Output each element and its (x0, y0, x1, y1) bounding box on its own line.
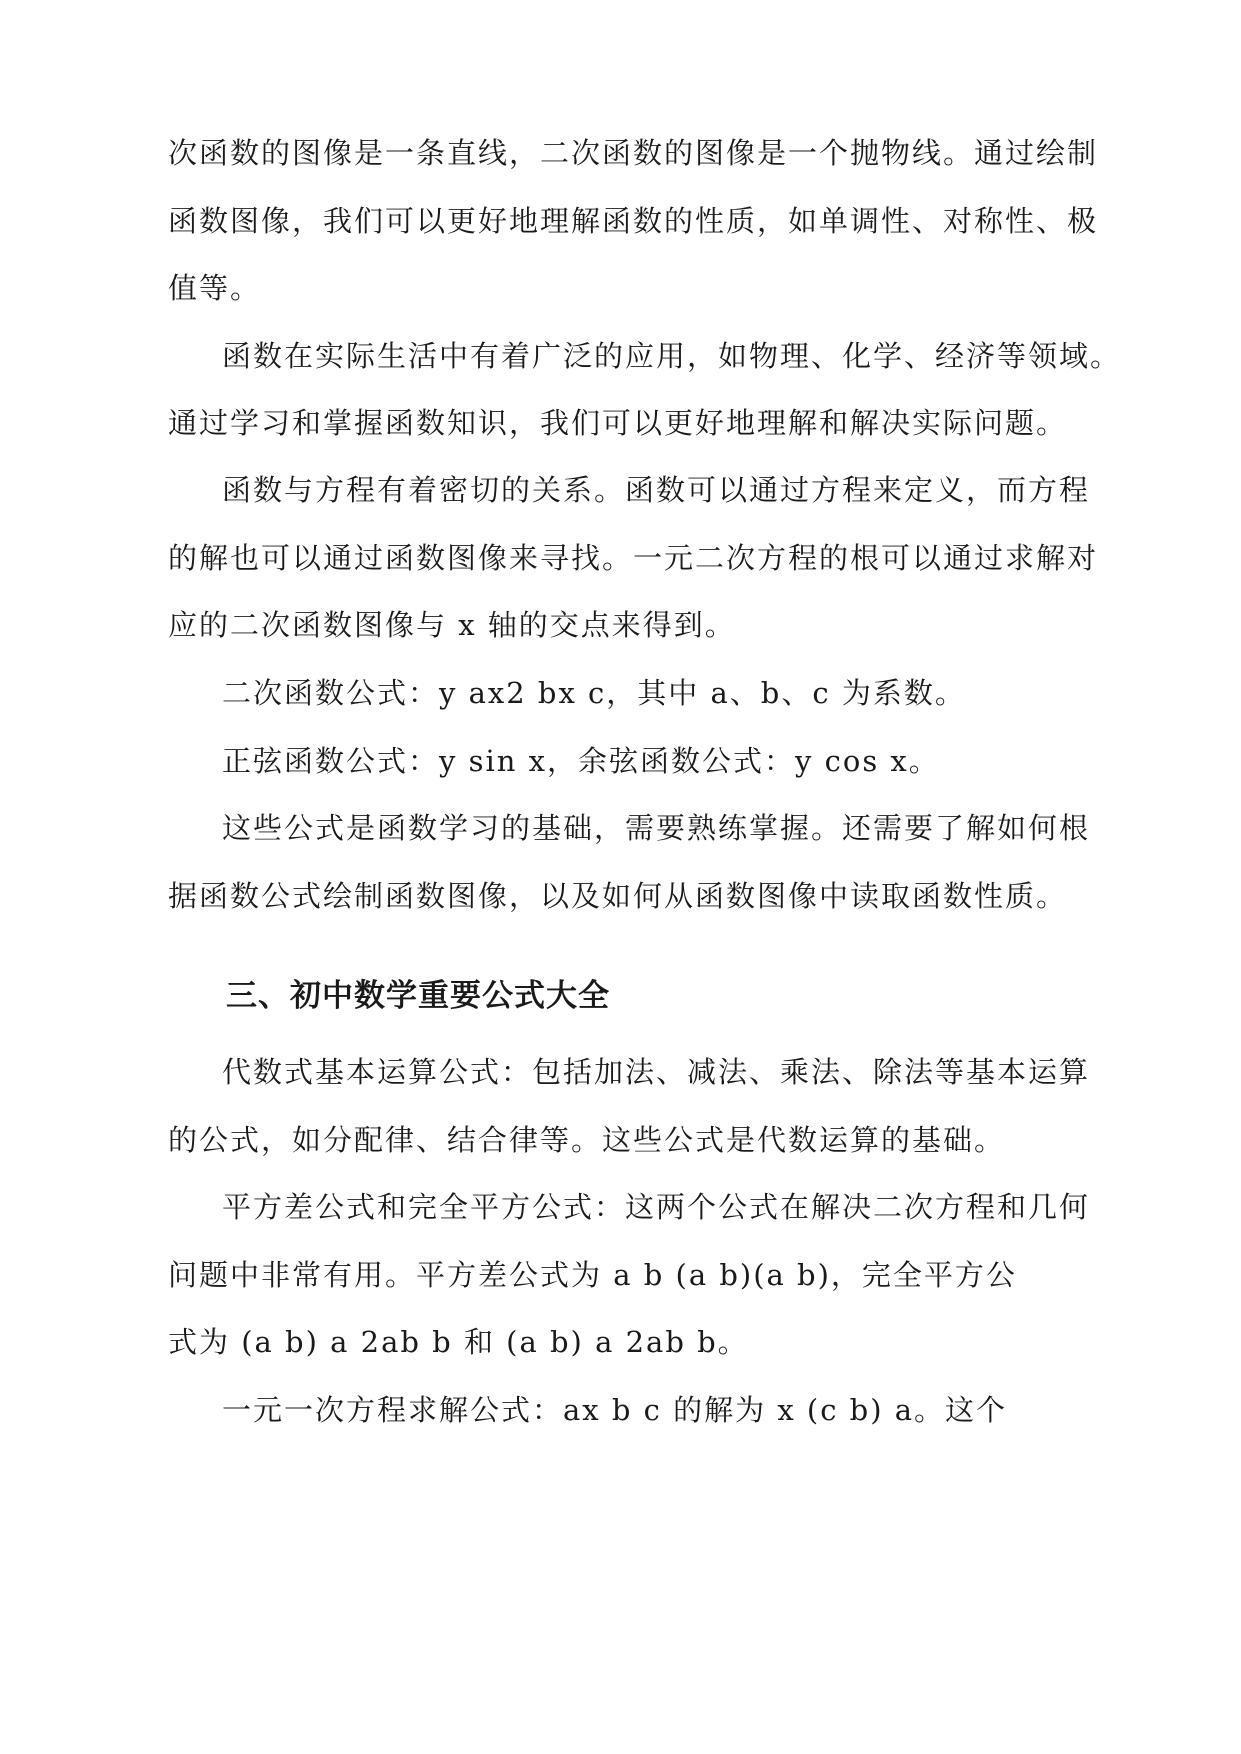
formula-line: 二次函数公式：y ax2 bx c，其中 a、b、c 为系数。 (222, 676, 966, 710)
text-line: 问题中非常有用。平方差公式为 a b (a b)(a b)，完全平方公 (168, 1258, 1017, 1292)
text-line: 据函数公式绘制函数图像，以及如何从函数图像中读取函数性质。 (168, 879, 1068, 913)
paragraph-first-line: 平方差公式和完全平方公式：这两个公式在解决二次方程和几何 (222, 1190, 1091, 1224)
paragraph-first-line: 代数式基本运算公式：包括加法、减法、乘法、除法等基本运算 (222, 1055, 1091, 1089)
text-line: 值等。 (168, 271, 262, 305)
section-heading: 三、初中数学重要公式大全 (226, 978, 610, 1014)
text-line: 的公式，如分配律、结合律等。这些公式是代数运算的基础。 (168, 1123, 1006, 1157)
text-line: 通过学习和掌握函数知识，我们可以更好地理解和解决实际问题。 (168, 406, 1068, 440)
formula-line: 正弦函数公式：y sin x，余弦函数公式：y cos x。 (222, 744, 940, 778)
paragraph-first-line: 这些公式是函数学习的基础，需要熟练掌握。还需要了解如何根 (222, 811, 1091, 845)
text-line: 次函数的图像是一条直线，二次函数的图像是一个抛物线。通过绘制 (168, 136, 1099, 170)
text-line: 的解也可以通过函数图像来寻找。一元二次方程的根可以通过求解对 (168, 541, 1099, 575)
text-line: 应的二次函数图像与 x 轴的交点来得到。 (168, 608, 736, 642)
text-line: 函数图像，我们可以更好地理解函数的性质，如单调性、对称性、极 (168, 204, 1099, 238)
paragraph-first-line: 函数与方程有着密切的关系。函数可以通过方程来定义，而方程 (222, 473, 1091, 507)
paragraph-first-line: 函数在实际生活中有着广泛的应用，如物理、化学、经济等领域。 (222, 339, 1122, 373)
paragraph-first-line: 一元一次方程求解公式：ax b c 的解为 x (c b) a。这个 (222, 1393, 1008, 1427)
text-line: 式为 (a b) a 2ab b 和 (a b) a 2ab b。 (168, 1325, 749, 1359)
